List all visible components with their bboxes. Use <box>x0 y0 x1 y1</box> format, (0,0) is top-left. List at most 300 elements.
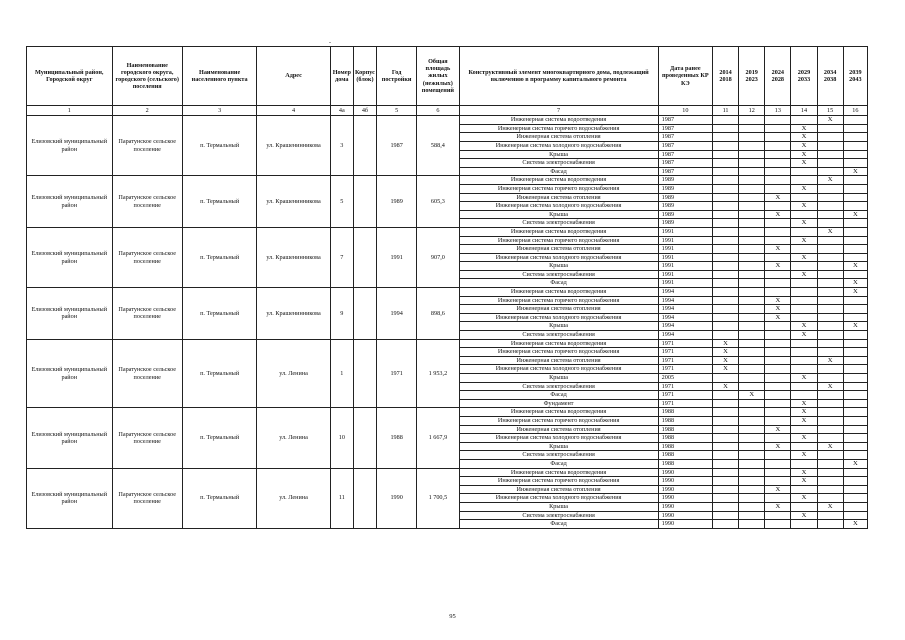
prior-repair-date-cell: 1988 <box>658 434 712 443</box>
period-mark-cell: X <box>791 133 817 142</box>
period-empty-cell <box>712 511 738 520</box>
column-number-cell: 7 <box>459 106 658 116</box>
prior-repair-date-cell: 1991 <box>658 227 712 236</box>
area-cell: 1 953,2 <box>417 339 459 408</box>
period-empty-cell <box>712 434 738 443</box>
period-empty-cell <box>712 313 738 322</box>
period-empty-cell <box>817 494 843 503</box>
element-name-cell: Инженерная система холодного водоснабжения <box>459 365 658 374</box>
element-name-cell: Инженерная система водоотведения <box>459 408 658 417</box>
period-empty-cell <box>765 391 791 400</box>
period-empty-cell <box>712 150 738 159</box>
header-cell: 2024 2028 <box>765 47 791 106</box>
period-empty-cell <box>791 305 817 314</box>
prior-repair-date-cell: 1987 <box>658 124 712 133</box>
column-number-cell: 12 <box>739 106 765 116</box>
period-empty-cell <box>739 348 765 357</box>
period-empty-cell <box>712 227 738 236</box>
period-mark-cell: X <box>791 477 817 486</box>
prior-repair-date-cell: 1994 <box>658 288 712 297</box>
period-empty-cell <box>712 116 738 125</box>
period-empty-cell <box>843 408 867 417</box>
period-empty-cell <box>843 133 867 142</box>
period-empty-cell <box>765 159 791 168</box>
settlement-cell: Паратунское сельское поселение <box>112 288 182 340</box>
column-number-cell: 10 <box>658 106 712 116</box>
prior-repair-date-cell: 1994 <box>658 331 712 340</box>
period-empty-cell <box>765 219 791 228</box>
header-cell: Корпус (блок) <box>353 47 376 106</box>
header-cell: Год постройки <box>377 47 417 106</box>
period-mark-cell: X <box>791 494 817 503</box>
period-empty-cell <box>739 176 765 185</box>
period-empty-cell <box>817 219 843 228</box>
period-empty-cell <box>712 245 738 254</box>
period-empty-cell <box>765 279 791 288</box>
period-empty-cell <box>739 141 765 150</box>
period-empty-cell <box>817 416 843 425</box>
period-empty-cell <box>739 202 765 211</box>
period-empty-cell <box>712 262 738 271</box>
period-empty-cell <box>843 348 867 357</box>
period-empty-cell <box>712 202 738 211</box>
element-name-cell: Крыша <box>459 150 658 159</box>
build-year-cell: 1971 <box>377 339 417 408</box>
period-empty-cell <box>843 382 867 391</box>
period-empty-cell <box>739 434 765 443</box>
header-cell: Наименование городского округа, городского (сельского) поселения <box>112 47 182 106</box>
period-empty-cell <box>817 331 843 340</box>
period-empty-cell <box>817 408 843 417</box>
table-row <box>27 116 868 125</box>
period-empty-cell <box>843 356 867 365</box>
period-mark-cell: X <box>791 219 817 228</box>
period-empty-cell <box>739 511 765 520</box>
period-empty-cell <box>712 322 738 331</box>
element-name-cell: Инженерная система отопления <box>459 305 658 314</box>
period-empty-cell <box>843 116 867 125</box>
period-empty-cell <box>712 425 738 434</box>
house-number-cell: 5 <box>330 176 353 228</box>
period-empty-cell <box>843 184 867 193</box>
period-empty-cell <box>712 399 738 408</box>
period-empty-cell <box>765 288 791 297</box>
area-cell: 907,0 <box>417 227 459 287</box>
period-empty-cell <box>739 210 765 219</box>
period-mark-cell: X <box>843 262 867 271</box>
prior-repair-date-cell: 1987 <box>658 141 712 150</box>
period-empty-cell <box>843 416 867 425</box>
period-empty-cell <box>765 399 791 408</box>
column-number-cell: 14 <box>791 106 817 116</box>
period-empty-cell <box>712 374 738 383</box>
period-empty-cell <box>739 494 765 503</box>
period-empty-cell <box>765 494 791 503</box>
district-cell: Елизовский муниципальный район <box>27 116 113 176</box>
period-empty-cell <box>739 408 765 417</box>
prior-repair-date-cell: 1988 <box>658 408 712 417</box>
period-empty-cell <box>817 511 843 520</box>
period-empty-cell <box>739 331 765 340</box>
column-number-cell: 3 <box>182 106 256 116</box>
area-cell: 898,6 <box>417 288 459 340</box>
period-empty-cell <box>791 459 817 468</box>
period-empty-cell <box>712 288 738 297</box>
period-empty-cell <box>739 288 765 297</box>
table-row <box>27 227 868 236</box>
period-empty-cell <box>817 193 843 202</box>
prior-repair-date-cell: 1971 <box>658 391 712 400</box>
locality-cell: п. Термальный <box>182 116 256 176</box>
period-empty-cell <box>739 382 765 391</box>
build-year-cell: 1989 <box>377 176 417 228</box>
district-cell: Елизовский муниципальный район <box>27 468 113 528</box>
period-empty-cell <box>765 124 791 133</box>
period-empty-cell <box>817 124 843 133</box>
period-empty-cell <box>817 296 843 305</box>
street-cell: ул. Крашенинникова <box>257 176 330 228</box>
prior-repair-date-cell: 1988 <box>658 451 712 460</box>
settlement-cell: Паратунское сельское поселение <box>112 176 182 228</box>
period-empty-cell <box>791 313 817 322</box>
period-empty-cell <box>739 150 765 159</box>
period-empty-cell <box>739 356 765 365</box>
prior-repair-date-cell: 1991 <box>658 245 712 254</box>
period-empty-cell <box>843 485 867 494</box>
area-cell: 1 667,9 <box>417 408 459 468</box>
period-empty-cell <box>791 502 817 511</box>
period-empty-cell <box>791 520 817 529</box>
prior-repair-date-cell: 1987 <box>658 150 712 159</box>
house-number-cell: 7 <box>330 227 353 287</box>
period-empty-cell <box>791 391 817 400</box>
element-name-cell: Инженерная система водоотведения <box>459 288 658 297</box>
element-name-cell: Инженерная система горячего водоснабжения <box>459 236 658 245</box>
period-mark-cell: X <box>791 184 817 193</box>
period-empty-cell <box>739 279 765 288</box>
period-empty-cell <box>817 262 843 271</box>
period-empty-cell <box>791 296 817 305</box>
header-cell: Дата ранее проведенных КР КЭ <box>658 47 712 106</box>
period-empty-cell <box>712 159 738 168</box>
element-name-cell: Инженерная система горячего водоснабжения <box>459 124 658 133</box>
prior-repair-date-cell: 1991 <box>658 270 712 279</box>
element-name-cell: Инженерная система холодного водоснабжения <box>459 494 658 503</box>
period-empty-cell <box>739 322 765 331</box>
prior-repair-date-cell: 1990 <box>658 520 712 529</box>
period-empty-cell <box>817 253 843 262</box>
period-empty-cell <box>791 365 817 374</box>
period-empty-cell <box>739 227 765 236</box>
period-empty-cell <box>739 236 765 245</box>
period-empty-cell <box>843 502 867 511</box>
element-name-cell: Система электроснабжения <box>459 270 658 279</box>
column-number-cell: 11 <box>712 106 738 116</box>
stray-dot: . <box>329 36 331 45</box>
period-empty-cell <box>817 434 843 443</box>
building-cell <box>353 288 376 340</box>
settlement-cell: Паратунское сельское поселение <box>112 468 182 528</box>
element-name-cell: Система электроснабжения <box>459 159 658 168</box>
period-empty-cell <box>765 227 791 236</box>
period-empty-cell <box>791 227 817 236</box>
element-name-cell: Крыша <box>459 322 658 331</box>
prior-repair-date-cell: 1991 <box>658 262 712 271</box>
period-mark-cell: X <box>791 270 817 279</box>
element-name-cell: Инженерная система водоотведения <box>459 227 658 236</box>
period-empty-cell <box>817 425 843 434</box>
period-empty-cell <box>843 511 867 520</box>
house-number-cell: 10 <box>330 408 353 468</box>
element-name-cell: Фасад <box>459 279 658 288</box>
street-cell: ул. Ленина <box>257 408 330 468</box>
period-empty-cell <box>739 468 765 477</box>
period-mark-cell: X <box>791 159 817 168</box>
period-empty-cell <box>843 176 867 185</box>
period-mark-cell: X <box>817 382 843 391</box>
period-empty-cell <box>843 245 867 254</box>
period-empty-cell <box>739 193 765 202</box>
element-name-cell: Инженерная система отопления <box>459 425 658 434</box>
period-mark-cell: X <box>791 434 817 443</box>
period-empty-cell <box>791 382 817 391</box>
element-name-cell: Инженерная система горячего водоснабжения <box>459 477 658 486</box>
period-empty-cell <box>712 167 738 176</box>
period-empty-cell <box>765 184 791 193</box>
period-empty-cell <box>791 356 817 365</box>
period-empty-cell <box>712 176 738 185</box>
element-name-cell: Инженерная система горячего водоснабжения <box>459 296 658 305</box>
period-empty-cell <box>712 253 738 262</box>
prior-repair-date-cell: 1988 <box>658 425 712 434</box>
prior-repair-date-cell: 1971 <box>658 365 712 374</box>
area-cell: 605,3 <box>417 176 459 228</box>
header-cell: 2029 2033 <box>791 47 817 106</box>
build-year-cell: 1990 <box>377 468 417 528</box>
period-empty-cell <box>843 150 867 159</box>
period-mark-cell: X <box>791 202 817 211</box>
prior-repair-date-cell: 1994 <box>658 313 712 322</box>
period-mark-cell: X <box>791 451 817 460</box>
period-empty-cell <box>843 124 867 133</box>
locality-cell: п. Термальный <box>182 408 256 468</box>
period-mark-cell: X <box>817 502 843 511</box>
prior-repair-date-cell: 1989 <box>658 193 712 202</box>
period-empty-cell <box>765 339 791 348</box>
period-mark-cell: X <box>791 331 817 340</box>
house-number-cell: 3 <box>330 116 353 176</box>
period-empty-cell <box>712 270 738 279</box>
period-empty-cell <box>817 365 843 374</box>
period-mark-cell: X <box>791 150 817 159</box>
period-empty-cell <box>739 485 765 494</box>
house-number-cell: 1 <box>330 339 353 408</box>
period-empty-cell <box>712 296 738 305</box>
period-empty-cell <box>791 116 817 125</box>
prior-repair-date-cell: 2005 <box>658 374 712 383</box>
prior-repair-date-cell: 1971 <box>658 399 712 408</box>
period-empty-cell <box>843 494 867 503</box>
element-name-cell: Крыша <box>459 374 658 383</box>
period-mark-cell: X <box>791 322 817 331</box>
header-cell: 2039 2043 <box>843 47 867 106</box>
period-empty-cell <box>712 133 738 142</box>
prior-repair-date-cell: 1989 <box>658 210 712 219</box>
prior-repair-date-cell: 1991 <box>658 253 712 262</box>
element-name-cell: Система электроснабжения <box>459 219 658 228</box>
period-empty-cell <box>817 133 843 142</box>
period-mark-cell: X <box>765 296 791 305</box>
period-empty-cell <box>791 193 817 202</box>
period-mark-cell: X <box>739 391 765 400</box>
element-name-cell: Крыша <box>459 210 658 219</box>
period-empty-cell <box>843 296 867 305</box>
table-row <box>27 288 868 297</box>
prior-repair-date-cell: 1988 <box>658 416 712 425</box>
period-empty-cell <box>712 468 738 477</box>
period-mark-cell: X <box>791 511 817 520</box>
table-row <box>27 339 868 348</box>
period-mark-cell: X <box>791 141 817 150</box>
period-empty-cell <box>791 176 817 185</box>
period-empty-cell <box>817 399 843 408</box>
column-number-cell: 4 <box>257 106 330 116</box>
period-empty-cell <box>843 159 867 168</box>
header-cell: 2019 2023 <box>739 47 765 106</box>
locality-cell: п. Термальный <box>182 176 256 228</box>
period-empty-cell <box>765 382 791 391</box>
prior-repair-date-cell: 1990 <box>658 502 712 511</box>
period-empty-cell <box>712 408 738 417</box>
period-empty-cell <box>791 442 817 451</box>
element-name-cell: Система электроснабжения <box>459 511 658 520</box>
header-cell: Наименование населенного пункта <box>182 47 256 106</box>
table-body <box>27 116 868 529</box>
period-empty-cell <box>739 305 765 314</box>
period-mark-cell: X <box>843 322 867 331</box>
period-empty-cell <box>739 167 765 176</box>
period-mark-cell: X <box>791 399 817 408</box>
period-empty-cell <box>765 133 791 142</box>
period-mark-cell: X <box>817 356 843 365</box>
period-mark-cell: X <box>817 116 843 125</box>
element-name-cell: Крыша <box>459 502 658 511</box>
period-empty-cell <box>739 459 765 468</box>
period-empty-cell <box>843 270 867 279</box>
period-empty-cell <box>843 331 867 340</box>
prior-repair-date-cell: 1988 <box>658 459 712 468</box>
locality-cell: п. Термальный <box>182 339 256 408</box>
prior-repair-date-cell: 1971 <box>658 348 712 357</box>
period-empty-cell <box>791 262 817 271</box>
period-empty-cell <box>765 236 791 245</box>
build-year-cell: 1994 <box>377 288 417 340</box>
building-cell <box>353 176 376 228</box>
period-empty-cell <box>791 288 817 297</box>
period-empty-cell <box>712 442 738 451</box>
period-empty-cell <box>712 184 738 193</box>
prior-repair-date-cell: 1990 <box>658 477 712 486</box>
column-number-cell: 6 <box>417 106 459 116</box>
area-cell: 588,4 <box>417 116 459 176</box>
period-empty-cell <box>765 416 791 425</box>
period-empty-cell <box>739 133 765 142</box>
building-cell <box>353 468 376 528</box>
period-mark-cell: X <box>765 262 791 271</box>
prior-repair-date-cell: 1990 <box>658 511 712 520</box>
street-cell: ул. Ленина <box>257 339 330 408</box>
period-empty-cell <box>843 313 867 322</box>
table-row <box>27 176 868 185</box>
element-name-cell: Инженерная система водоотведения <box>459 468 658 477</box>
period-empty-cell <box>817 374 843 383</box>
prior-repair-date-cell: 1971 <box>658 382 712 391</box>
period-mark-cell: X <box>765 313 791 322</box>
period-empty-cell <box>843 425 867 434</box>
prior-repair-date-cell: 1990 <box>658 485 712 494</box>
period-empty-cell <box>712 219 738 228</box>
period-empty-cell <box>739 219 765 228</box>
district-cell: Елизовский муниципальный район <box>27 408 113 468</box>
locality-cell: п. Термальный <box>182 227 256 287</box>
period-empty-cell <box>712 520 738 529</box>
period-empty-cell <box>739 399 765 408</box>
prior-repair-date-cell: 1991 <box>658 279 712 288</box>
period-empty-cell <box>843 374 867 383</box>
house-number-cell: 9 <box>330 288 353 340</box>
period-mark-cell: X <box>765 193 791 202</box>
period-empty-cell <box>739 442 765 451</box>
prior-repair-date-cell: 1987 <box>658 167 712 176</box>
period-empty-cell <box>817 184 843 193</box>
header-cell: Конструктивный элемент многоквартирного дома, подлежащий включению в программу капитального ремонта <box>459 47 658 106</box>
period-empty-cell <box>712 236 738 245</box>
period-empty-cell <box>765 477 791 486</box>
element-name-cell: Крыша <box>459 442 658 451</box>
period-mark-cell: X <box>712 348 738 357</box>
period-empty-cell <box>765 253 791 262</box>
period-mark-cell: X <box>712 356 738 365</box>
period-empty-cell <box>712 477 738 486</box>
prior-repair-date-cell: 1990 <box>658 494 712 503</box>
period-empty-cell <box>712 279 738 288</box>
period-empty-cell <box>817 210 843 219</box>
period-empty-cell <box>712 451 738 460</box>
period-mark-cell: X <box>791 124 817 133</box>
period-empty-cell <box>817 313 843 322</box>
element-name-cell: Инженерная система холодного водоснабжения <box>459 141 658 150</box>
column-number-cell: 4б <box>353 106 376 116</box>
period-mark-cell: X <box>791 374 817 383</box>
period-empty-cell <box>712 124 738 133</box>
period-empty-cell <box>817 150 843 159</box>
period-empty-cell <box>765 451 791 460</box>
header-cell: Адрес <box>257 47 330 106</box>
element-name-cell: Инженерная система горячего водоснабжения <box>459 416 658 425</box>
period-mark-cell: X <box>817 176 843 185</box>
period-empty-cell <box>843 477 867 486</box>
prior-repair-date-cell: 1971 <box>658 339 712 348</box>
period-mark-cell: X <box>843 288 867 297</box>
column-number-cell: 5 <box>377 106 417 116</box>
period-empty-cell <box>765 356 791 365</box>
period-empty-cell <box>765 459 791 468</box>
build-year-cell: 1988 <box>377 408 417 468</box>
period-empty-cell <box>739 520 765 529</box>
prior-repair-date-cell: 1987 <box>658 133 712 142</box>
period-empty-cell <box>739 339 765 348</box>
period-empty-cell <box>843 451 867 460</box>
